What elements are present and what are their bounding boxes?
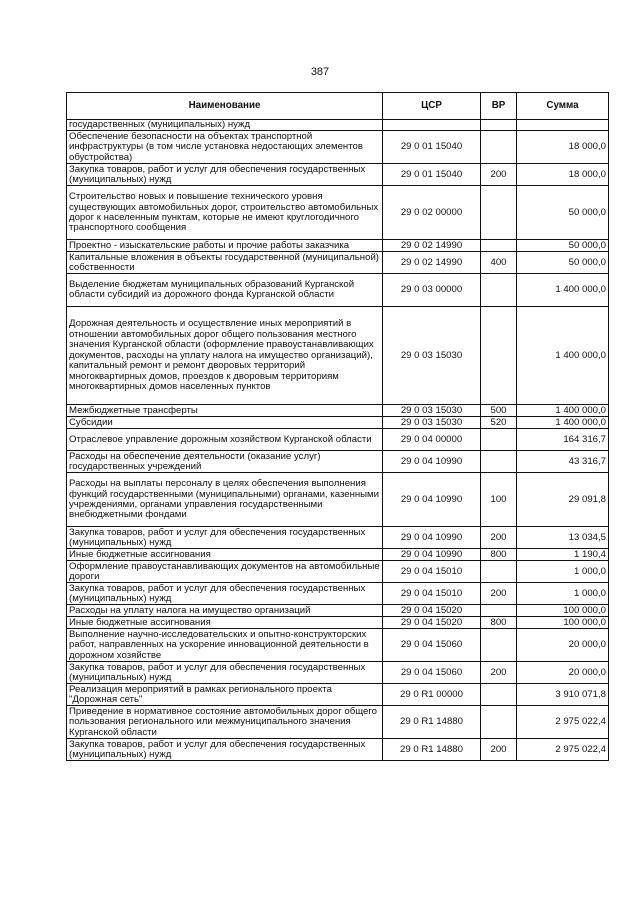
row-name-cell: Расходы на обеспечение деятельности (оказание услуг) государственных учреждений bbox=[67, 451, 383, 473]
row-name-cell: Расходы на выплаты персоналу в целях обеспечения выполнения функций государственными (муниципальными) органами, казенными учреждениями, органами управления государственными внебюджетными фондами bbox=[67, 473, 383, 527]
row-vr-cell bbox=[481, 131, 517, 164]
row-vr-cell bbox=[481, 451, 517, 473]
table-row bbox=[67, 240, 609, 252]
row-vr-cell: 500 bbox=[481, 405, 517, 417]
table-row bbox=[67, 252, 609, 274]
table-row bbox=[67, 451, 609, 473]
table-row bbox=[67, 739, 609, 761]
row-vr-cell: 800 bbox=[481, 549, 517, 561]
row-sum-cell: 1 190,4 bbox=[517, 549, 609, 561]
row-csr-cell: 29 0 04 00000 bbox=[383, 429, 481, 451]
row-name-cell: Закупка товаров, работ и услуг для обеспечения государственных (муниципальных) нужд bbox=[67, 662, 383, 684]
table-row bbox=[67, 662, 609, 684]
row-sum-cell: 29 091,8 bbox=[517, 473, 609, 527]
row-name-cell: Реализация мероприятий в рамках регионального проекта "Дорожная сеть" bbox=[67, 684, 383, 706]
row-name-cell: Субсидии bbox=[67, 417, 383, 429]
row-vr-cell bbox=[481, 307, 517, 405]
table-row bbox=[67, 307, 609, 405]
row-vr-cell: 100 bbox=[481, 473, 517, 527]
table-row bbox=[67, 684, 609, 706]
row-name-cell: государственных (муниципальных) нужд bbox=[67, 120, 383, 131]
row-csr-cell: 29 0 03 15030 bbox=[383, 307, 481, 405]
table-row bbox=[67, 629, 609, 662]
row-sum-cell: 100 000,0 bbox=[517, 617, 609, 629]
row-csr-cell: 29 0 04 10990 bbox=[383, 527, 481, 549]
row-vr-cell: 200 bbox=[481, 527, 517, 549]
table-row bbox=[67, 417, 609, 429]
row-csr-cell: 29 0 04 10990 bbox=[383, 473, 481, 527]
row-sum-cell: 20 000,0 bbox=[517, 629, 609, 662]
row-name-cell: Дорожная деятельность и осуществление иных мероприятий в отношении автомобильных дорог общего пользования местного значения Курганской области (оформление правоустанавливающих документов, расходы на уплату налога на имущество организаций), капитальный ремонт и ремонт дворовых территорий многоквартирных домов, проездов к дворовым территориям многоквартирных домов населенных пунктов bbox=[67, 307, 383, 405]
row-name-cell: Отраслевое управление дорожным хозяйством Курганской области bbox=[67, 429, 383, 451]
row-csr-cell: 29 0 03 00000 bbox=[383, 274, 481, 307]
row-vr-cell bbox=[481, 561, 517, 583]
row-sum-cell: 164 316,7 bbox=[517, 429, 609, 451]
row-csr-cell: 29 0 01 15040 bbox=[383, 131, 481, 164]
row-csr-cell: 29 0 04 15010 bbox=[383, 583, 481, 605]
table-row bbox=[67, 131, 609, 164]
row-vr-cell: 400 bbox=[481, 252, 517, 274]
row-vr-cell bbox=[481, 120, 517, 131]
row-name-cell: Межбюджетные трансферты bbox=[67, 405, 383, 417]
row-sum-cell: 2 975 022,4 bbox=[517, 706, 609, 739]
row-sum-cell: 18 000,0 bbox=[517, 164, 609, 186]
row-sum-cell: 1 400 000,0 bbox=[517, 405, 609, 417]
row-vr-cell: 520 bbox=[481, 417, 517, 429]
row-csr-cell: 29 0 04 15010 bbox=[383, 561, 481, 583]
row-name-cell: Строительство новых и повышение технического уровня существующих автомобильных дорог, строительство автомобильных дорог к населенным пунктам, которые не имеют круглогодичного транспортного сообщения bbox=[67, 186, 383, 240]
row-csr-cell: 29 0 04 10990 bbox=[383, 549, 481, 561]
row-sum-cell: 1 400 000,0 bbox=[517, 274, 609, 307]
table-row bbox=[67, 274, 609, 307]
row-vr-cell bbox=[481, 186, 517, 240]
row-vr-cell bbox=[481, 274, 517, 307]
row-name-cell: Иные бюджетные ассигнования bbox=[67, 549, 383, 561]
table-row bbox=[67, 605, 609, 617]
row-name-cell: Выполнение научно-исследовательских и опытно-конструкторских работ, направленных на ускорение инновационной деятельности в дорожном хозяйстве bbox=[67, 629, 383, 662]
table-row bbox=[67, 706, 609, 739]
row-csr-cell: 29 0 R1 14880 bbox=[383, 739, 481, 761]
row-name-cell: Закупка товаров, работ и услуг для обеспечения государственных (муниципальных) нужд bbox=[67, 164, 383, 186]
row-sum-cell: 2 975 022,4 bbox=[517, 739, 609, 761]
table-row bbox=[67, 473, 609, 527]
table-row bbox=[67, 186, 609, 240]
row-name-cell: Капитальные вложения в объекты государственной (муниципальной) собственности bbox=[67, 252, 383, 274]
row-csr-cell: 29 0 04 15060 bbox=[383, 629, 481, 662]
table-row bbox=[67, 561, 609, 583]
header-name: Наименование bbox=[67, 93, 383, 120]
row-csr-cell: 29 0 04 15020 bbox=[383, 617, 481, 629]
row-sum-cell: 20 000,0 bbox=[517, 662, 609, 684]
row-name-cell: Проектно - изыскательские работы и прочие работы заказчика bbox=[67, 240, 383, 252]
page-number: 387 bbox=[310, 66, 330, 78]
row-name-cell: Расходы на уплату налога на имущество организаций bbox=[67, 605, 383, 617]
row-vr-cell bbox=[481, 605, 517, 617]
header-sum: Сумма bbox=[517, 93, 609, 120]
row-vr-cell: 800 bbox=[481, 617, 517, 629]
row-csr-cell: 29 0 02 14990 bbox=[383, 252, 481, 274]
row-sum-cell: 1 400 000,0 bbox=[517, 307, 609, 405]
row-vr-cell: 200 bbox=[481, 662, 517, 684]
row-sum-cell: 18 000,0 bbox=[517, 131, 609, 164]
row-csr-cell: 29 0 03 15030 bbox=[383, 417, 481, 429]
table-row bbox=[67, 583, 609, 605]
row-csr-cell: 29 0 02 14990 bbox=[383, 240, 481, 252]
table-row bbox=[67, 120, 609, 131]
header-csr: ЦСР bbox=[383, 93, 481, 120]
row-name-cell: Закупка товаров, работ и услуг для обеспечения государственных (муниципальных) нужд bbox=[67, 739, 383, 761]
row-csr-cell: 29 0 R1 00000 bbox=[383, 684, 481, 706]
row-csr-cell bbox=[383, 120, 481, 131]
table-row bbox=[67, 429, 609, 451]
row-sum-cell: 43 316,7 bbox=[517, 451, 609, 473]
row-csr-cell: 29 0 01 15040 bbox=[383, 164, 481, 186]
row-vr-cell: 200 bbox=[481, 164, 517, 186]
row-vr-cell bbox=[481, 706, 517, 739]
row-sum-cell: 50 000,0 bbox=[517, 186, 609, 240]
table-row bbox=[67, 617, 609, 629]
row-vr-cell bbox=[481, 240, 517, 252]
table-row bbox=[67, 164, 609, 186]
row-csr-cell: 29 0 R1 14880 bbox=[383, 706, 481, 739]
row-sum-cell: 1 000,0 bbox=[517, 583, 609, 605]
row-name-cell: Приведение в нормативное состояние автомобильных дорог общего пользования регионального или межмуниципального значения Курганской области bbox=[67, 706, 383, 739]
row-sum-cell: 50 000,0 bbox=[517, 252, 609, 274]
table-body bbox=[67, 120, 609, 761]
row-vr-cell bbox=[481, 429, 517, 451]
row-sum-cell: 13 034,5 bbox=[517, 527, 609, 549]
row-name-cell: Оформление правоустанавливающих документов на автомобильные дороги bbox=[67, 561, 383, 583]
row-csr-cell: 29 0 04 15060 bbox=[383, 662, 481, 684]
row-sum-cell: 3 910 071,8 bbox=[517, 684, 609, 706]
row-csr-cell: 29 0 04 15020 bbox=[383, 605, 481, 617]
row-name-cell: Иные бюджетные ассигнования bbox=[67, 617, 383, 629]
header-vr: ВР bbox=[481, 93, 517, 120]
row-csr-cell: 29 0 04 10990 bbox=[383, 451, 481, 473]
table-row bbox=[67, 527, 609, 549]
row-sum-cell: 50 000,0 bbox=[517, 240, 609, 252]
table-row bbox=[67, 549, 609, 561]
row-sum-cell: 100 000,0 bbox=[517, 605, 609, 617]
row-name-cell: Закупка товаров, работ и услуг для обеспечения государственных (муниципальных) нужд bbox=[67, 583, 383, 605]
row-sum-cell: 1 400 000,0 bbox=[517, 417, 609, 429]
row-csr-cell: 29 0 03 15030 bbox=[383, 405, 481, 417]
budget-table bbox=[66, 92, 609, 761]
row-name-cell: Обеспечение безопасности на объектах транспортной инфраструктуры (в том числе установка недостающих элементов обустройства) bbox=[67, 131, 383, 164]
row-vr-cell: 200 bbox=[481, 583, 517, 605]
row-sum-cell: 1 000,0 bbox=[517, 561, 609, 583]
row-name-cell: Выделение бюджетам муниципальных образований Курганской области субсидий из дорожного фонда Курганской области bbox=[67, 274, 383, 307]
row-csr-cell: 29 0 02 00000 bbox=[383, 186, 481, 240]
table-header-row bbox=[67, 93, 609, 120]
row-sum-cell bbox=[517, 120, 609, 131]
row-vr-cell bbox=[481, 629, 517, 662]
row-vr-cell bbox=[481, 684, 517, 706]
table-row bbox=[67, 405, 609, 417]
row-vr-cell: 200 bbox=[481, 739, 517, 761]
row-name-cell: Закупка товаров, работ и услуг для обеспечения государственных (муниципальных) нужд bbox=[67, 527, 383, 549]
